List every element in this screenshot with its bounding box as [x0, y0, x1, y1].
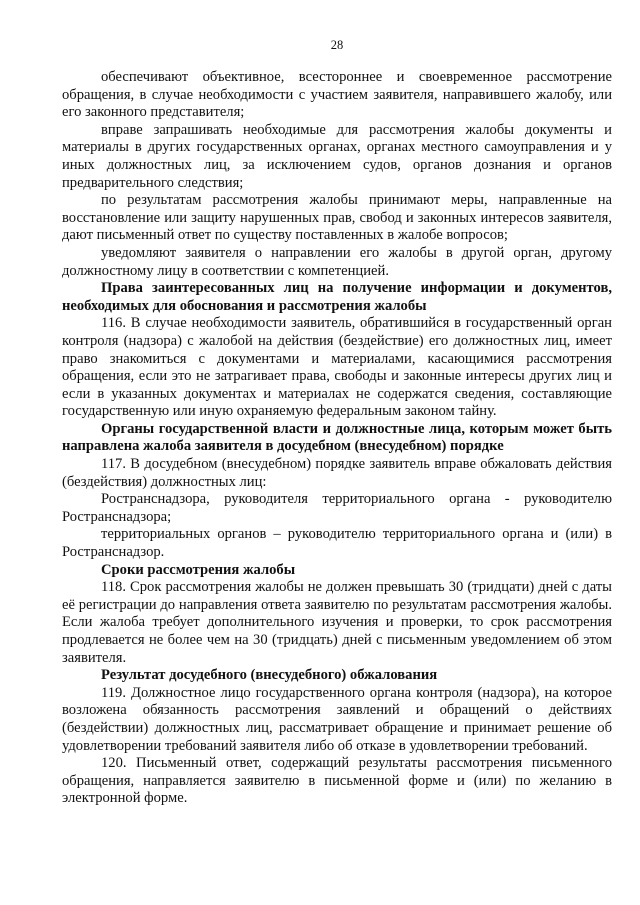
- page-number: 28: [330, 38, 344, 52]
- paragraph: 120. Письменный ответ, содержащий результаты рассмотрения письменного обращения, направляется заявителю в письменной форме и (или) по желанию в электронной форме.: [62, 755, 612, 807]
- paragraph: вправе запрашивать необходимые для рассмотрения жалобы документы и материалы в других государственных органах, органах местного самоуправления и у иных должностных лиц, за исключением судов, органов дознания и органов предварительного следствия;: [62, 121, 612, 191]
- paragraph: 116. В случае необходимости заявитель, обратившийся в государственный орган контроля (надзора) с жалобой на действия (бездействие) его должностных лиц, имеет право знакомиться с документами и материалами, касающимися рассмотрения обращения, если это не затрагивает права, свободы и законные интересы других лиц и если в указанных документах и материалах не содержатся сведения, составляющие государственную или иную охраняемую федеральным законом тайну.: [62, 315, 612, 420]
- section-heading: Результат досудебного (внесудебного) обжалования: [101, 667, 438, 684]
- paragraph: уведомляют заявителя о направлении его жалобы в другой орган, другому должностному лицу в соответствии с компетенцией.: [62, 244, 612, 279]
- paragraph: обеспечивают объективное, всестороннее и своевременное рассмотрение обращения, в случае необходимости с участием заявителя, направившего жалобу, или его законного представителя;: [62, 69, 612, 121]
- document-body: [62, 69, 612, 808]
- paragraph: 118. Срок рассмотрения жалобы не должен превышать 30 (тридцати) дней с даты её регистрации до направления ответа заявителю по результатам рассмотрения жалобы. Если жалоба требует дополнительного изучения и проверки, то срок рассмотрения продлевается не более чем на 30 (тридцать) дней с письменным уведомлением об этом заявителя.: [62, 579, 612, 666]
- paragraph: 119. Должностное лицо государственного органа контроля (надзора), на которое возложена обязанность рассмотрения заявлений и обращений о действиях (бездействии) должностных лиц, рассматривает обращение и принимает решение об удовлетворении требований заявителя либо об отказе в удовлетворении требований.: [62, 684, 612, 754]
- section-heading: Органы государственной власти и должностные лица, которым может быть направлена жалоба заявителя в досудебном (внесудебном) порядке: [62, 420, 612, 455]
- paragraph: Ространснадзора, руководителя территориального органа - руководителю Ространснадзора;: [62, 491, 612, 525]
- section-heading: Сроки рассмотрения жалобы: [101, 561, 296, 578]
- paragraph: по результатам рассмотрения жалобы принимают меры, направленные на восстановление или защиту нарушенных прав, свобод и законных интересов заявителя, дают письменный ответ по существу поставленных в жалобе вопросов;: [62, 192, 612, 244]
- paragraph: территориальных органов – руководителю территориального органа и (или) в Ространснадзор.: [62, 526, 612, 561]
- section-heading: Права заинтересованных лиц на получение информации и документов, необходимых для обоснования и рассмотрения жалобы: [62, 280, 612, 314]
- paragraph: 117. В досудебном (внесудебном) порядке заявитель вправе обжаловать действия (бездействия) должностных лиц:: [62, 456, 612, 490]
